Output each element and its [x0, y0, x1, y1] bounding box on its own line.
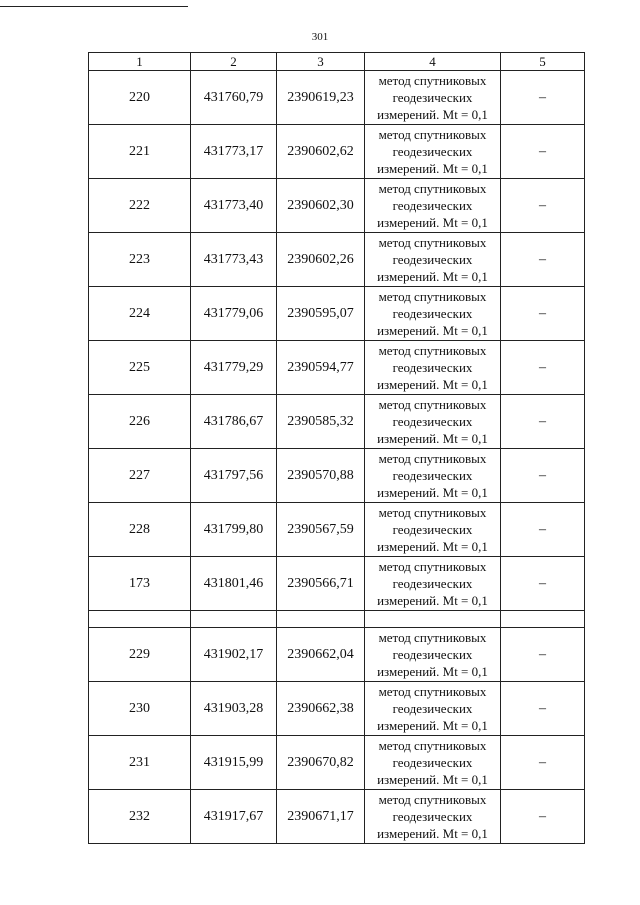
method-cell	[365, 790, 501, 844]
note-cell: –	[501, 628, 585, 682]
x-coordinate-cell: 431786,67	[191, 395, 277, 449]
method-line: измерений. Mt = 0,1	[377, 107, 488, 122]
method-cell	[365, 233, 501, 287]
header-col-2: 2	[191, 53, 277, 71]
method-line: геодезических	[392, 252, 473, 267]
method-cell	[365, 557, 501, 611]
method-line: метод спутниковых	[378, 343, 487, 358]
point-cell: 232	[89, 790, 191, 844]
method-line: метод спутниковых	[378, 451, 487, 466]
note-cell: –	[501, 395, 585, 449]
method-line: геодезических	[392, 144, 473, 159]
table-row	[89, 233, 585, 287]
note-cell: –	[501, 449, 585, 503]
x-coordinate-cell: 431773,17	[191, 125, 277, 179]
method-cell	[365, 179, 501, 233]
empty-cell	[89, 611, 191, 628]
method-line: геодезических	[392, 647, 473, 662]
method-line: метод спутниковых	[378, 630, 487, 645]
x-coordinate-cell: 431760,79	[191, 71, 277, 125]
point-cell: 229	[89, 628, 191, 682]
point-cell: 221	[89, 125, 191, 179]
note-cell: –	[501, 503, 585, 557]
y-coordinate-cell: 2390566,71	[277, 557, 365, 611]
y-coordinate-cell: 2390662,04	[277, 628, 365, 682]
method-line: геодезических	[392, 701, 473, 716]
x-coordinate-cell: 431797,56	[191, 449, 277, 503]
x-coordinate-cell: 431801,46	[191, 557, 277, 611]
method-line: измерений. Mt = 0,1	[377, 485, 488, 500]
top-rule	[0, 6, 188, 7]
y-coordinate-cell: 2390662,38	[277, 682, 365, 736]
table-row	[89, 790, 585, 844]
y-coordinate-cell: 2390602,62	[277, 125, 365, 179]
point-cell: 227	[89, 449, 191, 503]
method-line: метод спутниковых	[378, 235, 487, 250]
method-line: геодезических	[392, 198, 473, 213]
method-cell	[365, 449, 501, 503]
method-cell	[365, 736, 501, 790]
y-coordinate-cell: 2390602,30	[277, 179, 365, 233]
method-line: измерений. Mt = 0,1	[377, 269, 488, 284]
point-cell: 228	[89, 503, 191, 557]
x-coordinate-cell: 431773,43	[191, 233, 277, 287]
table-row	[89, 287, 585, 341]
method-line: геодезических	[392, 360, 473, 375]
empty-cell	[277, 611, 365, 628]
method-cell	[365, 125, 501, 179]
note-cell: –	[501, 179, 585, 233]
table-row	[89, 341, 585, 395]
method-cell	[365, 628, 501, 682]
method-line: геодезических	[392, 755, 473, 770]
method-cell	[365, 395, 501, 449]
table-row	[89, 682, 585, 736]
point-cell: 222	[89, 179, 191, 233]
point-cell: 224	[89, 287, 191, 341]
table-row	[89, 449, 585, 503]
y-coordinate-cell: 2390602,26	[277, 233, 365, 287]
empty-cell	[365, 611, 501, 628]
y-coordinate-cell: 2390594,77	[277, 341, 365, 395]
y-coordinate-cell: 2390671,17	[277, 790, 365, 844]
table-row	[89, 395, 585, 449]
table-row	[89, 503, 585, 557]
table-row	[89, 557, 585, 611]
point-cell: 173	[89, 557, 191, 611]
point-cell: 230	[89, 682, 191, 736]
note-cell: –	[501, 125, 585, 179]
table-header	[89, 53, 585, 71]
point-cell: 231	[89, 736, 191, 790]
y-coordinate-cell: 2390670,82	[277, 736, 365, 790]
method-line: метод спутниковых	[378, 559, 487, 574]
y-coordinate-cell: 2390585,32	[277, 395, 365, 449]
method-cell	[365, 287, 501, 341]
method-line: измерений. Mt = 0,1	[377, 593, 488, 608]
method-line: метод спутниковых	[378, 397, 487, 412]
coordinates-table	[88, 52, 585, 844]
point-cell: 220	[89, 71, 191, 125]
header-col-1: 1	[89, 53, 191, 71]
method-cell	[365, 503, 501, 557]
note-cell: –	[501, 71, 585, 125]
y-coordinate-cell: 2390570,88	[277, 449, 365, 503]
header-col-4: 4	[365, 53, 501, 71]
method-line: геодезических	[392, 414, 473, 429]
x-coordinate-cell: 431779,06	[191, 287, 277, 341]
x-coordinate-cell: 431902,17	[191, 628, 277, 682]
method-line: геодезических	[392, 90, 473, 105]
x-coordinate-cell: 431917,67	[191, 790, 277, 844]
note-cell: –	[501, 736, 585, 790]
method-line: метод спутниковых	[378, 684, 487, 699]
method-line: измерений. Mt = 0,1	[377, 215, 488, 230]
method-line: измерений. Mt = 0,1	[377, 664, 488, 679]
note-cell: –	[501, 557, 585, 611]
method-line: геодезических	[392, 306, 473, 321]
method-line: метод спутниковых	[378, 181, 487, 196]
method-line: измерений. Mt = 0,1	[377, 377, 488, 392]
header-col-5: 5	[501, 53, 585, 71]
y-coordinate-cell: 2390595,07	[277, 287, 365, 341]
method-line: геодезических	[392, 576, 473, 591]
point-cell: 223	[89, 233, 191, 287]
table-row	[89, 179, 585, 233]
note-cell: –	[501, 790, 585, 844]
header-col-3: 3	[277, 53, 365, 71]
table-row	[89, 125, 585, 179]
note-cell: –	[501, 341, 585, 395]
empty-row	[89, 611, 585, 628]
method-line: измерений. Mt = 0,1	[377, 323, 488, 338]
method-line: геодезических	[392, 522, 473, 537]
method-line: измерений. Mt = 0,1	[377, 772, 488, 787]
table-row	[89, 628, 585, 682]
point-cell: 226	[89, 395, 191, 449]
empty-cell	[501, 611, 585, 628]
header-row	[89, 53, 585, 71]
method-line: метод спутниковых	[378, 73, 487, 88]
y-coordinate-cell: 2390619,23	[277, 71, 365, 125]
x-coordinate-cell: 431799,80	[191, 503, 277, 557]
method-line: измерений. Mt = 0,1	[377, 826, 488, 841]
y-coordinate-cell: 2390567,59	[277, 503, 365, 557]
x-coordinate-cell: 431773,40	[191, 179, 277, 233]
x-coordinate-cell: 431779,29	[191, 341, 277, 395]
empty-cell	[191, 611, 277, 628]
x-coordinate-cell: 431903,28	[191, 682, 277, 736]
method-line: метод спутниковых	[378, 127, 487, 142]
note-cell: –	[501, 233, 585, 287]
x-coordinate-cell: 431915,99	[191, 736, 277, 790]
method-line: метод спутниковых	[378, 505, 487, 520]
method-cell	[365, 682, 501, 736]
method-line: измерений. Mt = 0,1	[377, 718, 488, 733]
method-cell	[365, 341, 501, 395]
table-body	[89, 71, 585, 844]
note-cell: –	[501, 682, 585, 736]
note-cell: –	[501, 287, 585, 341]
point-cell: 225	[89, 341, 191, 395]
method-line: геодезических	[392, 468, 473, 483]
method-line: метод спутниковых	[378, 738, 487, 753]
method-line: измерений. Mt = 0,1	[377, 161, 488, 176]
method-line: геодезических	[392, 809, 473, 824]
table-row	[89, 736, 585, 790]
page-number: 301	[311, 31, 329, 43]
method-line: метод спутниковых	[378, 792, 487, 807]
table-row	[89, 71, 585, 125]
method-line: измерений. Mt = 0,1	[377, 431, 488, 446]
method-line: метод спутниковых	[378, 289, 487, 304]
method-cell	[365, 71, 501, 125]
method-line: измерений. Mt = 0,1	[377, 539, 488, 554]
